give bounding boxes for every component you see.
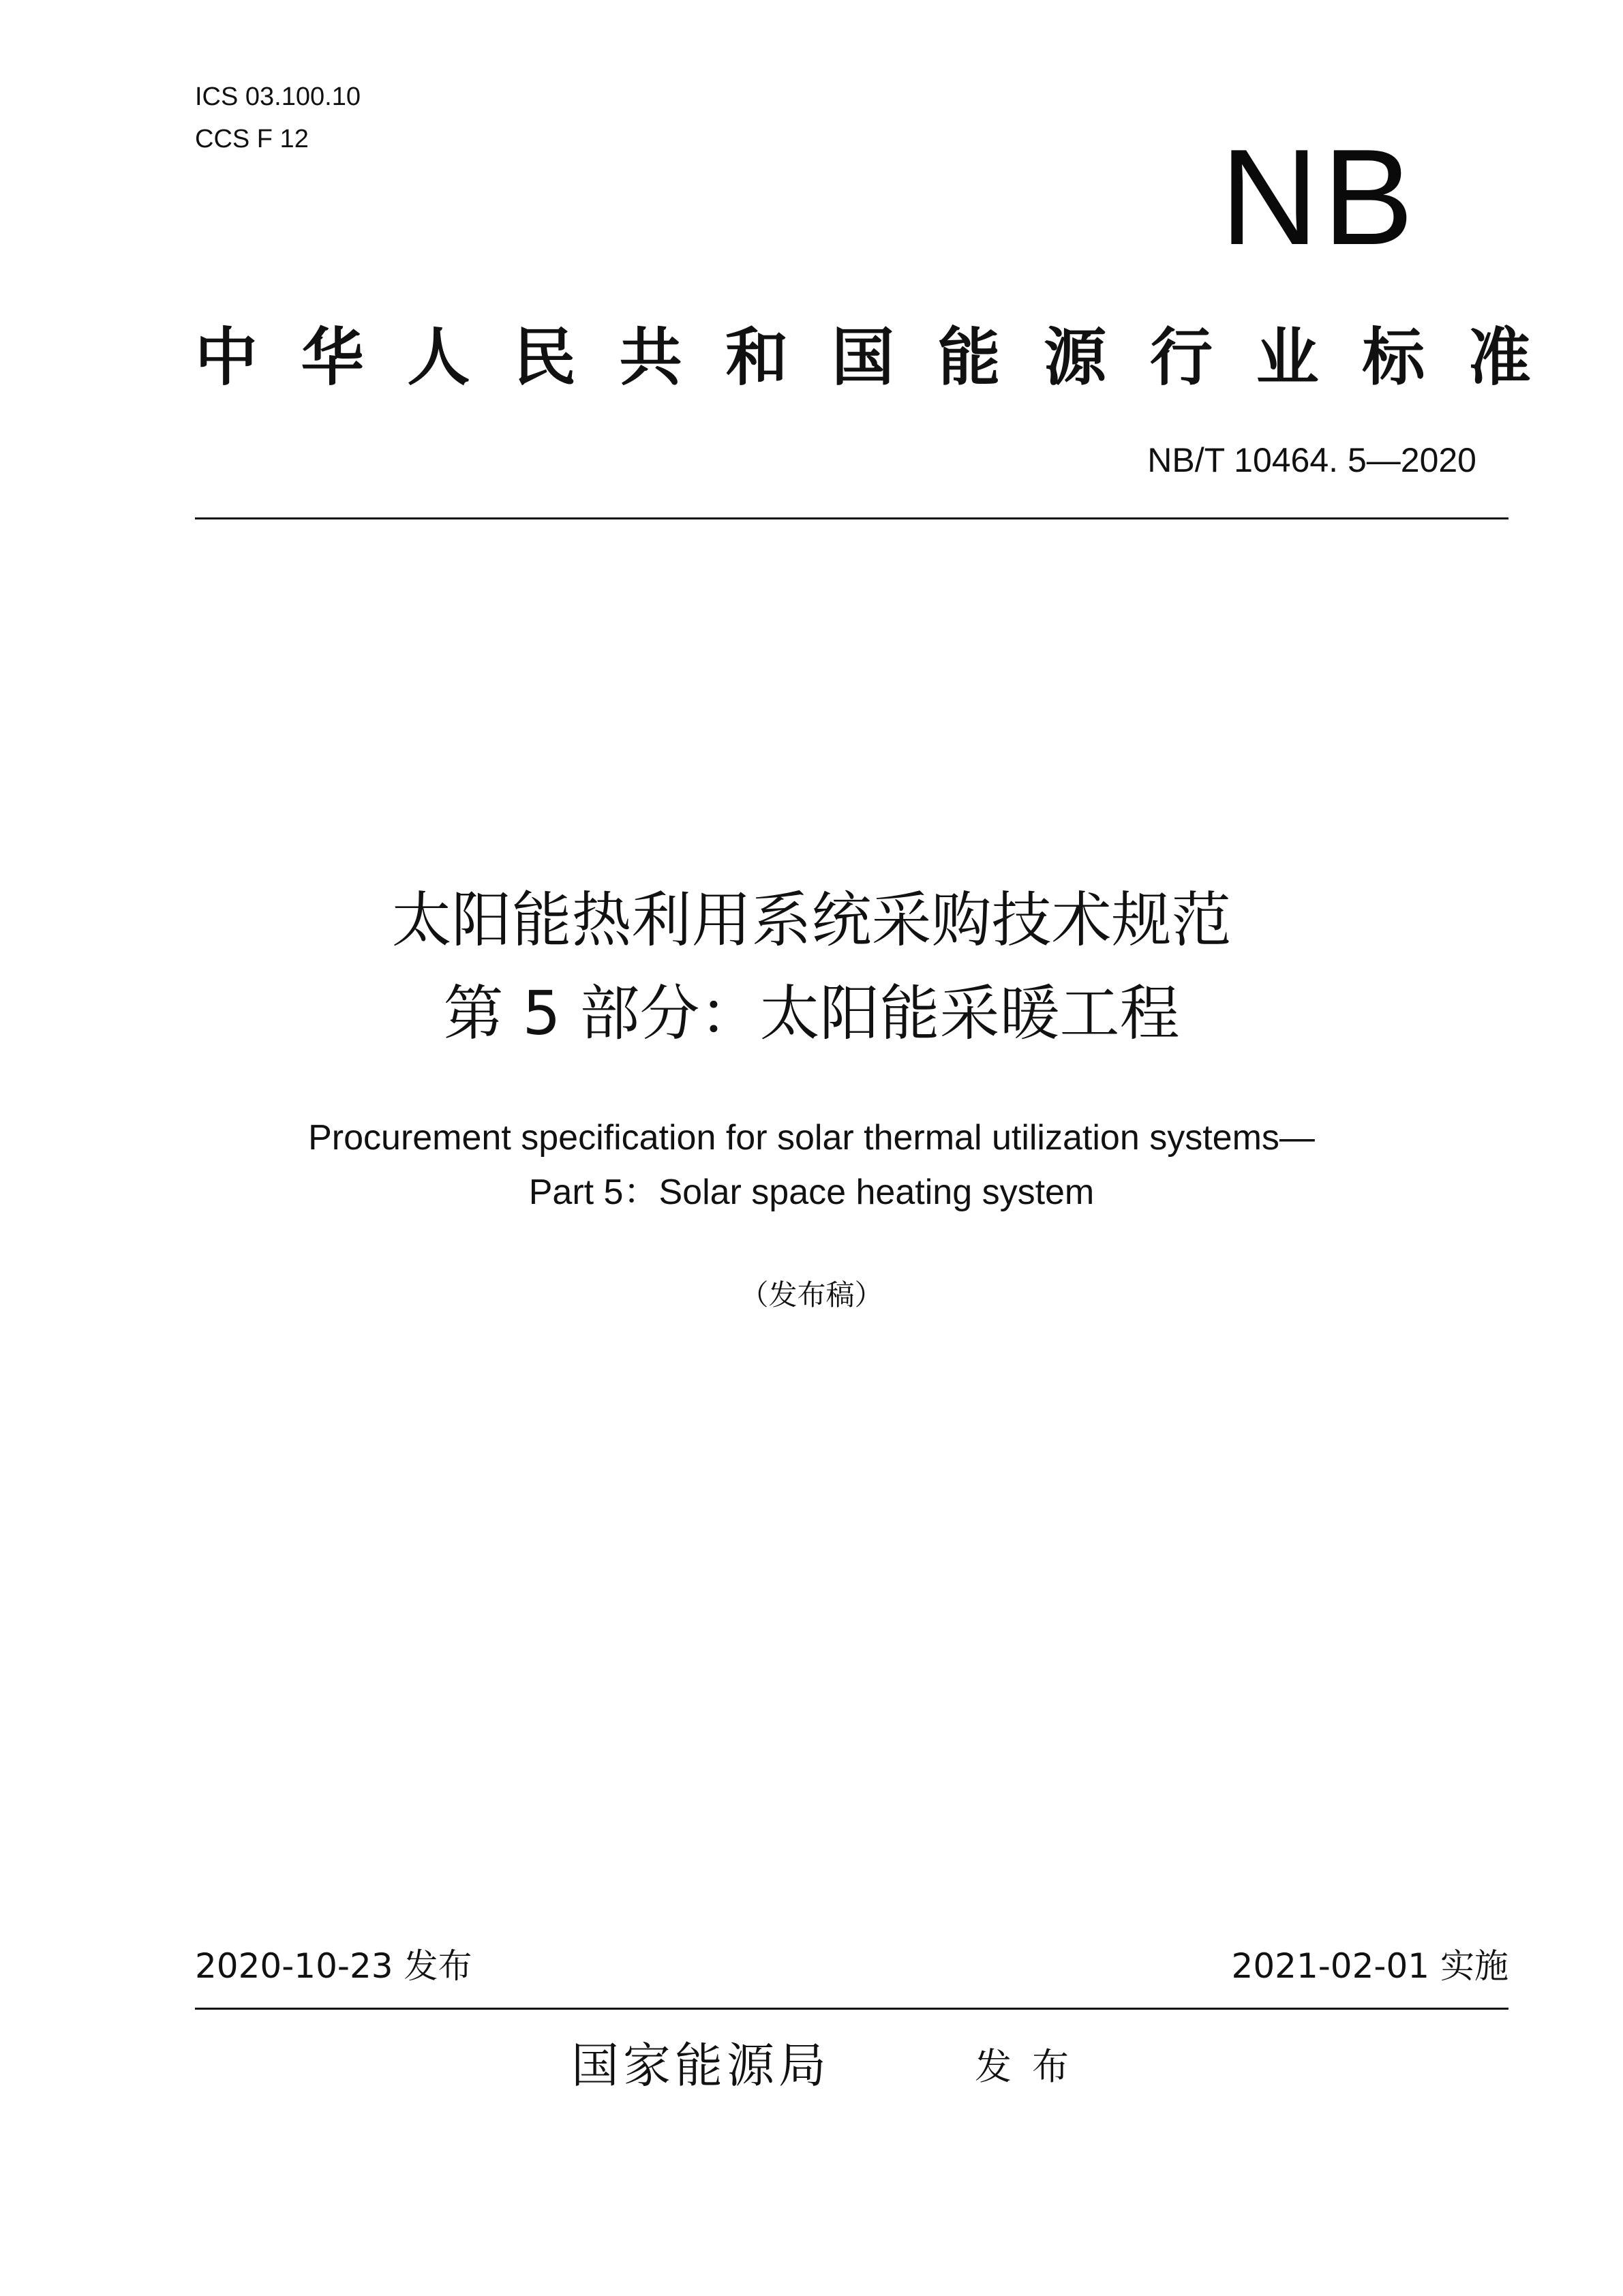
document-title-cn-line1: 太阳能热利用系统采购技术规范 — [391, 885, 1232, 955]
standard-title-char: 人 — [407, 321, 470, 394]
standard-title-char: 业 — [1256, 321, 1319, 394]
standard-title-char: 共 — [619, 321, 682, 394]
document-title-cn-line2: 第 5 部分：太阳能采暖工程 — [443, 978, 1180, 1048]
standard-title-char: 行 — [1149, 321, 1213, 394]
standard-number: NB/T 10464. 5—2020 — [1147, 441, 1476, 479]
standard-title-char: 中 — [195, 321, 258, 394]
issue-date: 2020-10-23 发布 — [195, 1946, 472, 1986]
issue-label: 发布 — [975, 2045, 1089, 2088]
standard-title-char: 能 — [937, 321, 1001, 394]
nb-logo: NB — [1220, 121, 1418, 273]
standard-title-char: 国 — [831, 321, 894, 394]
ics-code: ICS 03.100.10 — [195, 82, 361, 111]
standard-title-char: 标 — [1362, 321, 1425, 394]
bottom-divider — [195, 2008, 1508, 2010]
document-title-en-line2: Part 5：Solar space heating system — [528, 1173, 1095, 1212]
document-title-en-line1: Procurement specification for solar thermal utilization systems— — [308, 1118, 1315, 1158]
implementation-date: 2021-02-01 实施 — [1231, 1946, 1508, 1986]
top-divider — [195, 517, 1508, 519]
ccs-code: CCS F 12 — [195, 125, 309, 153]
standard-title-char: 民 — [513, 321, 576, 394]
standard-title-char: 和 — [725, 321, 789, 394]
standard-category-title — [195, 314, 1531, 402]
draft-note: （发布稿） — [740, 1278, 883, 1312]
standard-title-char: 源 — [1044, 321, 1107, 394]
issuing-authority: 国家能源局 — [571, 2038, 830, 2094]
standard-title-char: 准 — [1468, 321, 1531, 394]
standard-title-char: 华 — [301, 321, 364, 394]
